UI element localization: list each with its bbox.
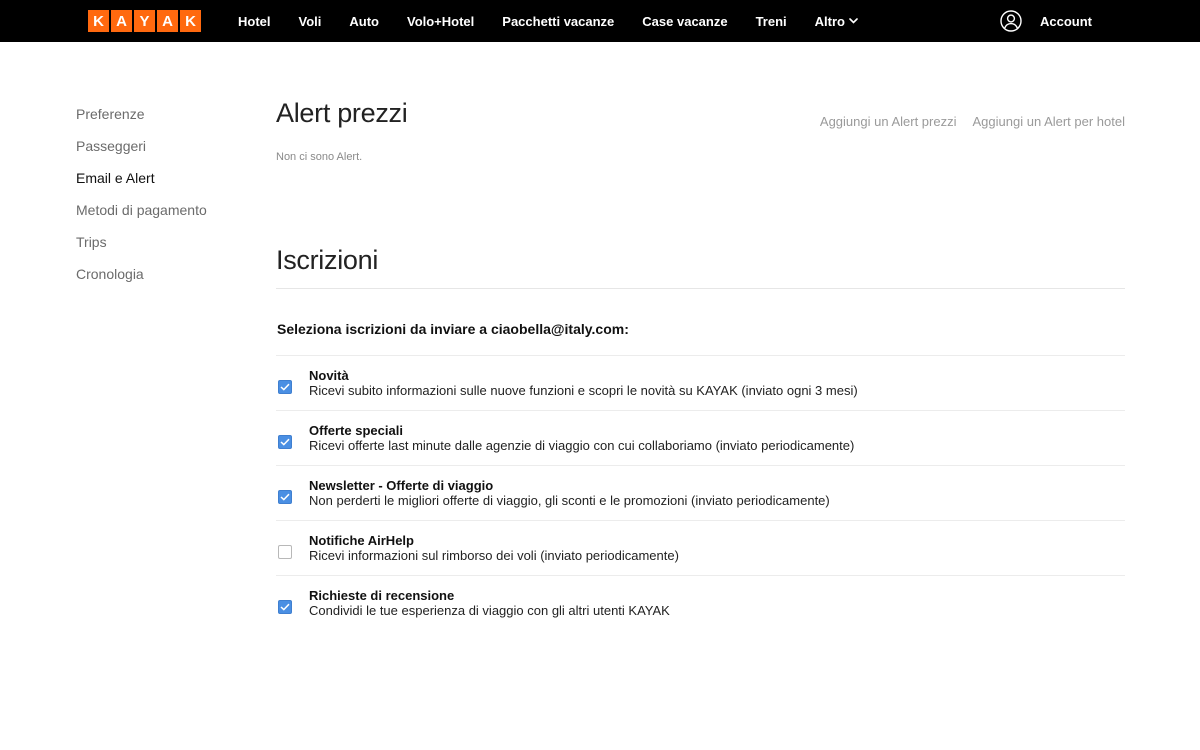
subscription-checkbox[interactable]	[278, 435, 292, 449]
alert-actions	[820, 114, 1125, 129]
main-content	[276, 98, 1125, 631]
nav-altro-label: Altro	[814, 13, 845, 29]
checkmark-icon	[280, 383, 290, 391]
nav-treni[interactable]: Treni	[755, 13, 787, 29]
settings-sidebar	[76, 104, 246, 296]
logo-letter: A	[111, 10, 132, 32]
subscription-title: Novità	[309, 368, 349, 383]
subscription-description: Ricevi informazioni sul rimborso dei voli (inviato periodicamente)	[309, 548, 679, 563]
nav-voli[interactable]: Voli	[298, 13, 322, 29]
subscription-title: Newsletter - Offerte di viaggio	[309, 478, 494, 493]
nav-hotel[interactable]: Hotel	[238, 13, 271, 29]
subscription-description: Ricevi subito informazioni sulle nuove funzioni e scopri le novità su KAYAK (inviato ogni 3 mesi)	[309, 383, 858, 398]
chevron-down-icon	[849, 18, 858, 24]
nav-case-vacanze[interactable]: Case vacanze	[642, 13, 728, 29]
price-alerts-title: Alert prezzi	[276, 98, 408, 128]
account-label: Account	[1040, 13, 1092, 29]
checkmark-icon	[280, 603, 290, 611]
subscription-description: Ricevi offerte last minute dalle agenzie di viaggio con cui collaboriamo (inviato periodicamente)	[309, 438, 855, 453]
nav-volo-hotel[interactable]: Volo+Hotel	[406, 13, 475, 29]
subscription-text	[309, 588, 670, 619]
sidebar-item-trips[interactable]: Trips	[76, 234, 107, 250]
checkmark-icon	[280, 438, 290, 446]
subscription-checkbox[interactable]	[278, 490, 292, 504]
subscriptions-list	[276, 356, 1125, 631]
subscription-row-airhelp	[276, 521, 1125, 576]
sidebar-item-cronologia[interactable]: Cronologia	[76, 266, 144, 282]
kayak-logo[interactable]	[88, 10, 201, 32]
subscription-title: Offerte speciali	[309, 423, 403, 438]
subscription-checkbox[interactable]	[278, 545, 292, 559]
add-hotel-alert-link[interactable]: Aggiungi un Alert per hotel	[972, 114, 1125, 129]
checkmark-icon	[280, 493, 290, 501]
nav-pacchetti-vacanze[interactable]: Pacchetti vacanze	[502, 13, 615, 29]
subscription-row-newsletter	[276, 466, 1125, 521]
main-nav	[238, 0, 886, 42]
price-alerts-header	[276, 98, 1125, 129]
sidebar-item-email-alert[interactable]: Email e Alert	[76, 170, 155, 186]
subscription-description: Non perderti le migliori offerte di viaggio, gli sconti e le promozioni (inviato periodicamente)	[309, 493, 830, 508]
subscription-row-recensioni	[276, 576, 1125, 631]
logo-letter: Y	[134, 10, 155, 32]
subscription-description: Condividi le tue esperienza di viaggio con gli altri utenti KAYAK	[309, 603, 670, 618]
sidebar-item-preferenze[interactable]: Preferenze	[76, 106, 145, 122]
subscription-text	[309, 423, 854, 454]
subscription-checkbox[interactable]	[278, 380, 292, 394]
subscription-text	[309, 478, 830, 509]
logo-letter: K	[180, 10, 201, 32]
sidebar-item-passeggeri[interactable]: Passeggeri	[76, 138, 147, 154]
add-price-alert-link[interactable]: Aggiungi un Alert prezzi	[819, 114, 957, 129]
nav-auto[interactable]: Auto	[349, 13, 379, 29]
logo-letter: K	[88, 10, 109, 32]
subscription-checkbox[interactable]	[278, 600, 292, 614]
subscription-title: Notifiche AirHelp	[309, 533, 414, 548]
subscription-text	[309, 533, 679, 564]
top-navigation-bar	[0, 0, 1200, 42]
user-circle-icon	[1000, 10, 1022, 32]
subscriptions-title: Iscrizioni	[276, 245, 1125, 289]
subscriptions-email-heading: Seleziona iscrizioni da inviare a ciaobella@italy.com:	[276, 321, 1125, 356]
sidebar-item-metodi-pagamento[interactable]: Metodi di pagamento	[76, 202, 207, 218]
nav-altro-menu[interactable]	[815, 14, 858, 29]
subscription-row-offerte-speciali	[276, 411, 1125, 466]
subscription-title: Richieste di recensione	[309, 588, 455, 603]
no-alerts-message: Non ci sono Alert.	[276, 151, 363, 163]
account-menu[interactable]	[1000, 0, 1092, 42]
subscription-row-novita	[276, 356, 1125, 411]
logo-letter: A	[157, 10, 178, 32]
subscription-text	[309, 368, 858, 399]
